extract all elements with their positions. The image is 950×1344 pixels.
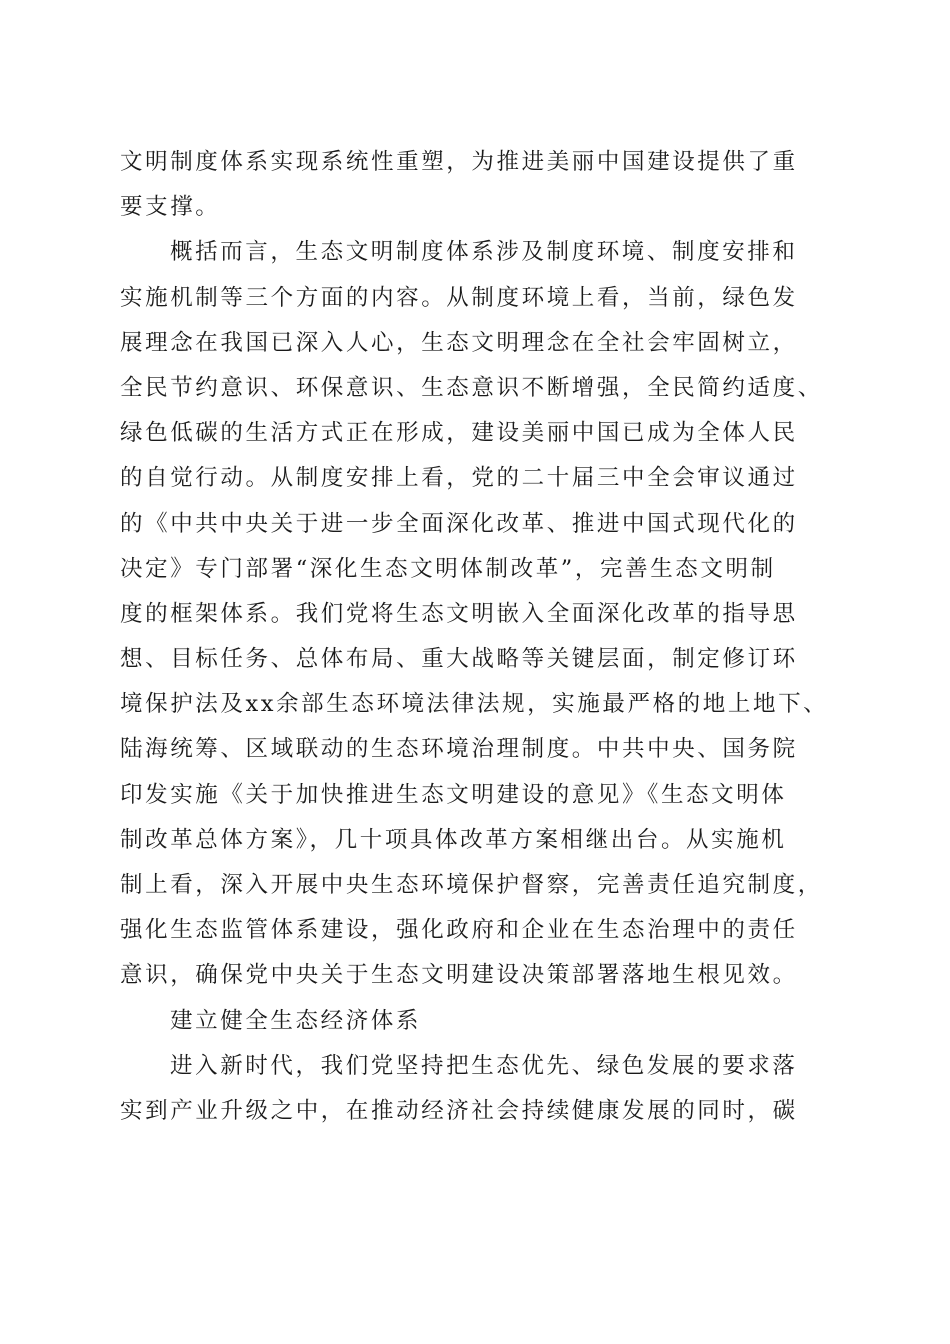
text-line: 要支撑。 [120, 194, 221, 221]
text-line: 度的框架体系。我们党将生态文明嵌入全面深化改革的指导思 [120, 600, 798, 627]
text-line: 的自觉行动。从制度安排上看，党的二十届三中全会审议通过 [120, 465, 798, 492]
text-line: 境保护法及xx余部生态环境法律法规，实施最严格的地上地下、 [120, 691, 829, 718]
text-line: 决定》专门部署“深化生态文明体制改革”，完善生态文明制 [120, 555, 776, 582]
text-line: 的《中共中央关于进一步全面深化改革、推进中国式现代化的 [120, 510, 798, 537]
text-line: 制改革总体方案》，几十项具体改革方案相继出台。从实施机 [120, 826, 787, 853]
document-body [120, 140, 840, 1134]
text-line: 制上看，深入开展中央生态环境保护督察，完善责任追究制度， [120, 872, 823, 898]
text-line: 实到产业升级之中，在推动经济社会持续健康发展的同时，碳 [120, 1097, 798, 1124]
text-line: 展理念在我国已深入人心，生态文明理念在全社会牢固树立， [120, 329, 798, 356]
paragraph-start-line: 进入新时代，我们党坚持把生态优先、绿色发展的要求落 [170, 1052, 798, 1079]
text-line: 印发实施《关于加快推进生态文明建设的意见》《生态文明体 [120, 781, 787, 808]
paragraph-start-line: 概括而言，生态文明制度体系涉及制度环境、制度安排和 [170, 239, 798, 266]
text-line: 文明制度体系实现系统性重塑，为推进美丽中国建设提供了重 [120, 149, 798, 175]
text-line: 想、目标任务、总体布局、重大战略等关键层面，制定修订环 [120, 646, 798, 673]
text-line: 全民节约意识、环保意识、生态意识不断增强，全民简约适度、 [120, 374, 823, 401]
text-line: 意识，确保党中央关于生态文明建设决策部署落地生根见效。 [120, 962, 798, 989]
text-line: 绿色低碳的生活方式正在形成，建设美丽中国已成为全体人民 [120, 420, 798, 447]
text-line: 实施机制等三个方面的内容。从制度环境上看，当前，绿色发 [120, 284, 798, 311]
section-heading: 建立健全生态经济体系 [170, 1007, 422, 1034]
text-line: 强化生态监管体系建设，强化政府和企业在生态治理中的责任 [120, 917, 798, 944]
text-line: 陆海统筹、区域联动的生态环境治理制度。中共中央、国务院 [120, 736, 798, 763]
